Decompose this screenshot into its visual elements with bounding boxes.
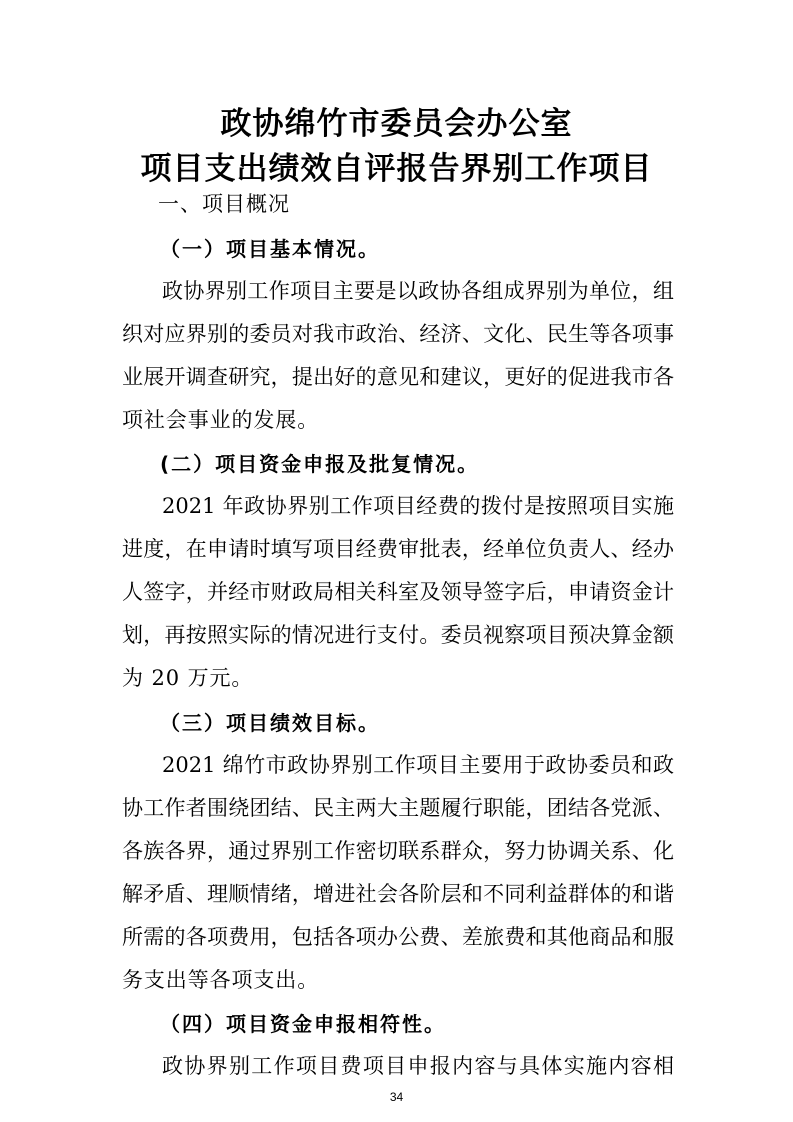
- document-title-line1: 政协绵竹市委员会办公室: [220, 106, 573, 142]
- paragraph-line: 项社会事业的发展。: [122, 408, 320, 432]
- paragraph-line: 政协界别工作项目主要是以政协各组成界别为单位，组: [162, 279, 674, 303]
- paragraph-line: 划，再按照实际的情况进行支付。委员视察项目预决算金额: [122, 623, 674, 647]
- subheading-funding-application: (二）项目资金申报及批复情况。: [160, 452, 480, 476]
- paragraph-line: 解矛盾、理顺情绪，增进社会各阶层和不同利益群体的和谐: [122, 882, 674, 906]
- paragraph-line: 2021 年政协界别工作项目经费的拨付是按照项目实施: [162, 494, 674, 518]
- paragraph-line: 人签字，并经市财政局相关科室及领导签字后，申请资金计: [122, 580, 674, 604]
- paragraph-line: 织对应界别的委员对我市政治、经济、文化、民生等各项事: [122, 322, 674, 346]
- subheading-performance-goals: （三）项目绩效目标。: [160, 711, 380, 735]
- paragraph-line: 协工作者围绕团结、民主两大主题履行职能，团结各党派、: [122, 796, 674, 820]
- paragraph-line: 业展开调查研究，提出好的意见和建议，更好的促进我市各: [122, 365, 674, 389]
- paragraph-line: 务支出等各项支出。: [122, 968, 320, 992]
- page-number: 34: [389, 1090, 404, 1104]
- paragraph-line: 各族各界，通过界别工作密切联系群众，努力协调关系、化: [122, 839, 674, 863]
- section-heading-overview: 一、项目概况: [158, 192, 290, 216]
- document-title-line2: 项目支出绩效自评报告界别工作项目: [140, 151, 653, 187]
- paragraph-line: 政协界别工作项目费项目申报内容与具体实施内容相: [162, 1054, 674, 1078]
- paragraph-line: 2021 绵竹市政协界别工作项目主要用于政协委员和政: [162, 753, 674, 777]
- paragraph-line: 为 20 万元。: [122, 666, 254, 690]
- subheading-funding-consistency: （四）项目资金申报相符性。: [160, 1012, 446, 1036]
- paragraph-line: 进度，在申请时填写项目经费审批表，经单位负责人、经办: [122, 537, 674, 561]
- paragraph-line: 所需的各项费用，包括各项办公费、差旅费和其他商品和服: [122, 925, 674, 949]
- subheading-basic-info: （一）项目基本情况。: [160, 237, 380, 261]
